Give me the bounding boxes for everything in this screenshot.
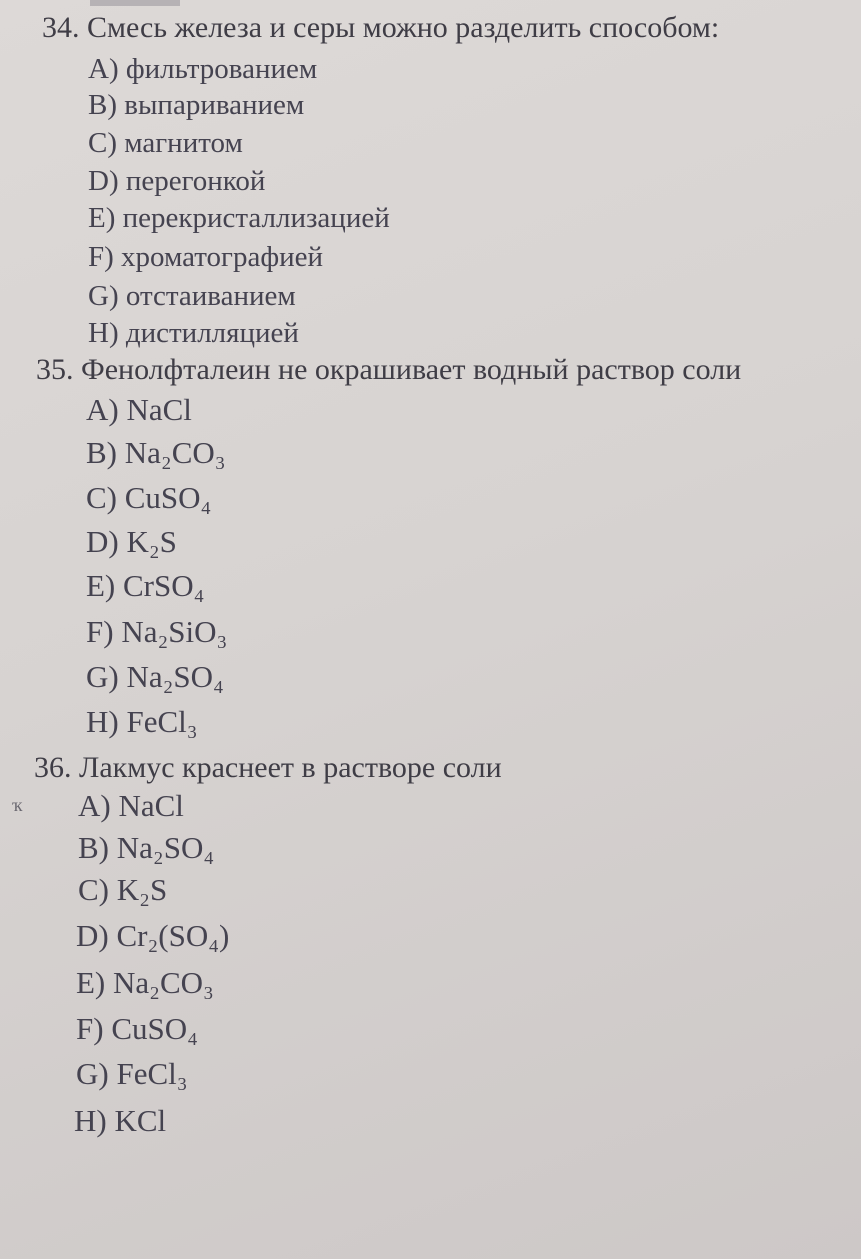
q36-option-d: D) Cr₂(SO₄): [76, 918, 230, 953]
q34-option-c: C) магнитом: [88, 127, 243, 159]
q35-option-a: A) NaCl: [86, 392, 192, 427]
pencil-mark-icon: ҡ: [12, 795, 23, 815]
q35-option-b: B) Na₂CO₃: [86, 435, 226, 470]
q35-option-f: F) Na₂SiO₃: [86, 614, 228, 649]
q35-option-g: G) Na₂SO₄: [86, 659, 224, 694]
q36-option-f: F) CuSO₄: [76, 1011, 198, 1046]
q36-option-h: H) KCl: [74, 1103, 167, 1138]
q35-option-d: D) K₂S: [86, 524, 177, 559]
q34-option-g: G) отстаиванием: [88, 280, 296, 312]
question-35-title: 35. Фенолфталеин не окрашивает водный раствор соли: [36, 353, 742, 386]
q34-option-h: H) дистилляцией: [88, 317, 299, 349]
question-36-title: 36. Лакмус краснеет в растворе соли: [34, 751, 502, 784]
q34-option-d: D) перегонкой: [88, 165, 266, 197]
q36-option-b: B) Na₂SO₄: [78, 830, 215, 865]
q35-option-e: E) CrSO₄: [86, 568, 205, 603]
q34-option-b: B) выпариванием: [88, 89, 305, 121]
q36-option-g: G) FeCl₃: [76, 1056, 188, 1091]
q34-option-a: A) фильтрованием: [88, 53, 318, 85]
previous-question-fragment: [90, 0, 180, 6]
q35-option-h: H) FeCl₃: [86, 704, 198, 739]
q36-option-c: C) K₂S: [78, 872, 168, 907]
q36-option-e: E) Na₂CO₃: [76, 965, 214, 1000]
question-34-title: 34. Смесь железа и серы можно разделить способом:: [42, 11, 720, 44]
q35-option-c: C) CuSO₄: [86, 480, 212, 515]
q34-option-f: F) хроматографией: [88, 241, 324, 273]
q36-option-a: A) NaCl: [78, 788, 184, 823]
q34-option-e: E) перекристаллизацией: [88, 202, 390, 234]
